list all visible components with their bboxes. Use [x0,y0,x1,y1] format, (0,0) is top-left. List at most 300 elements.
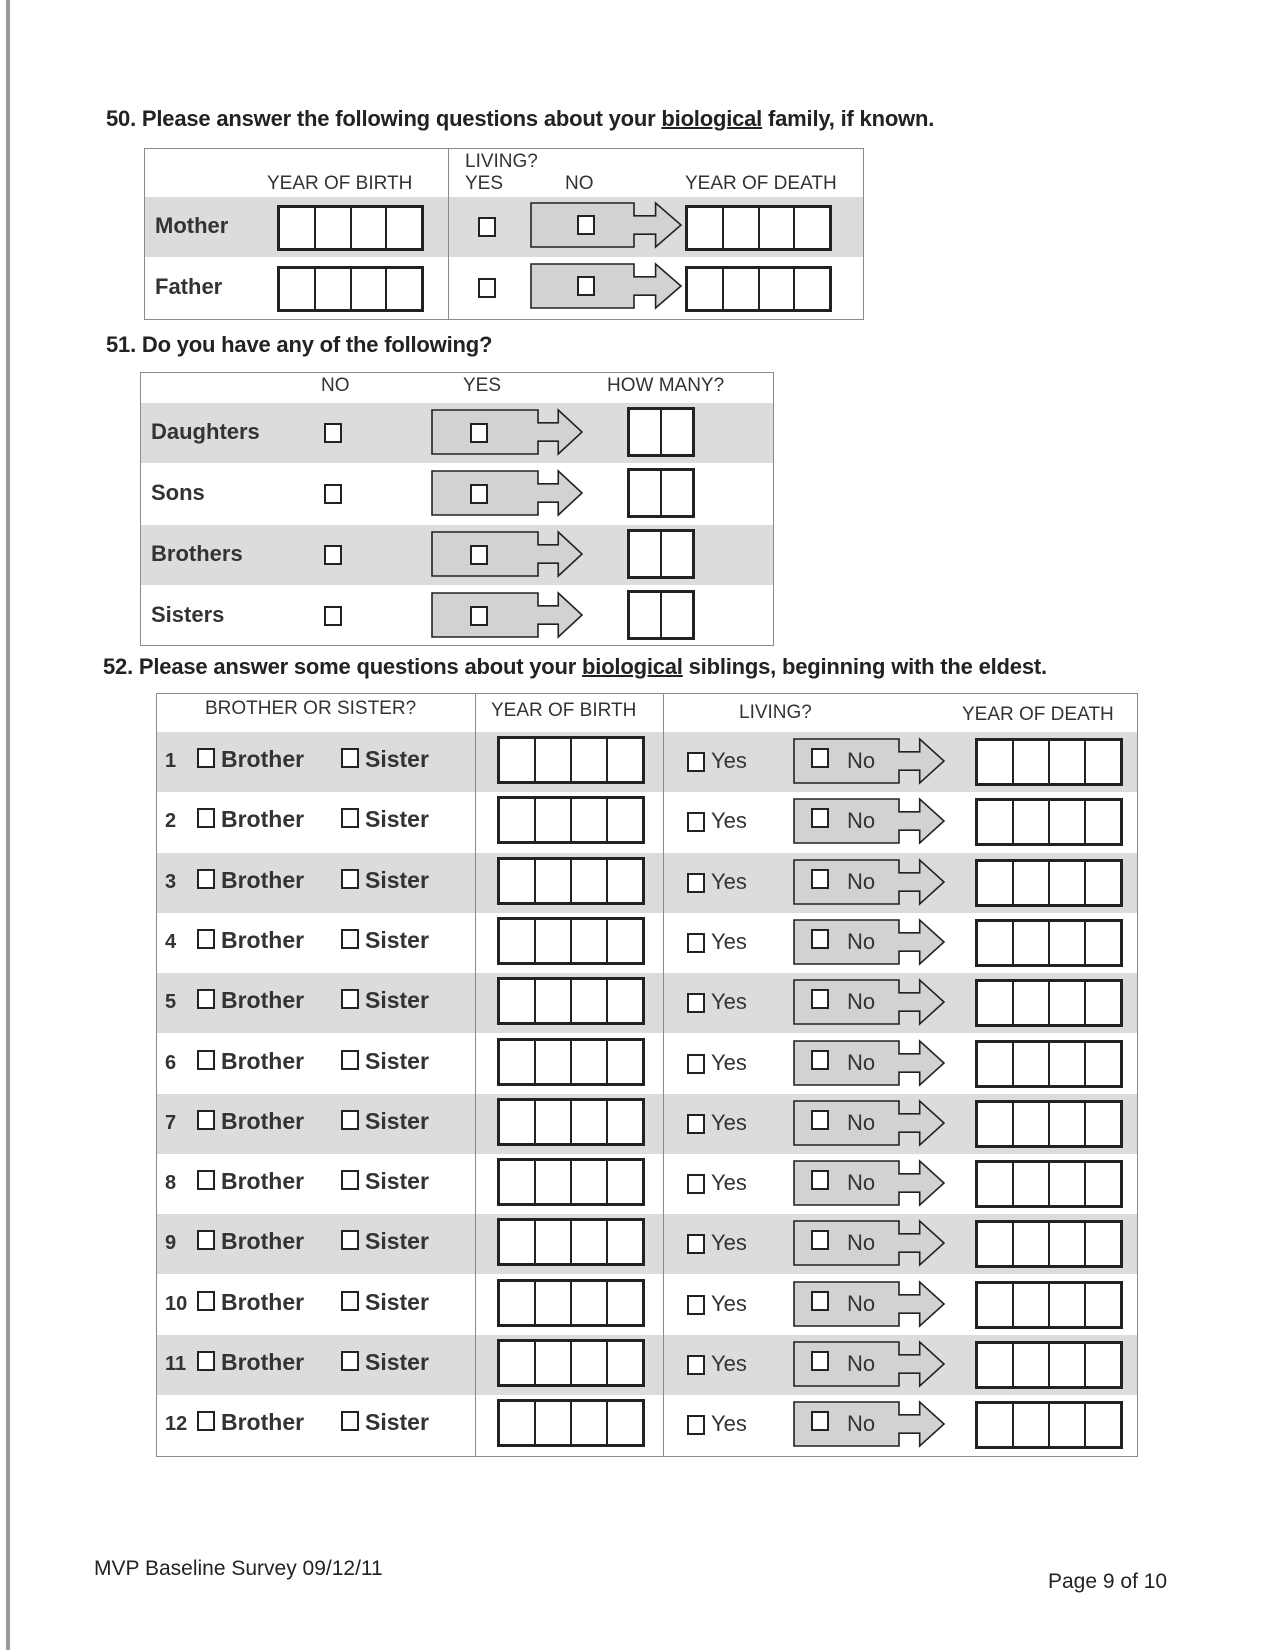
no-label: No [847,1411,876,1437]
brother-checkbox[interactable] [197,1110,215,1130]
living-no-checkbox[interactable] [811,1050,829,1070]
digit-cell[interactable] [978,1344,1014,1386]
parent-row [145,197,863,257]
question-text: Do you have any of the following? [141,332,493,357]
digit-cell[interactable] [1050,1223,1086,1265]
brother-label: Brother [221,1288,305,1315]
year-of-birth-field[interactable] [497,917,645,965]
header-year-of-birth: YEAR OF BIRTH [491,700,637,721]
sister-label: Sister [365,1228,429,1255]
digit-cell[interactable] [724,208,760,248]
sister-checkbox[interactable] [341,929,359,949]
header-living: LIVING? [739,702,812,723]
digit-cell[interactable] [1086,982,1120,1024]
digit-cell[interactable] [662,410,692,454]
brother-checkbox[interactable] [197,1291,215,1311]
digit-cell[interactable] [280,208,316,248]
sister-label: Sister [365,1288,429,1315]
sister-checkbox[interactable] [341,1050,359,1070]
digit-cell[interactable] [387,269,421,309]
living-yes-checkbox[interactable] [687,812,705,832]
digit-cell[interactable] [536,1282,572,1324]
digit-cell[interactable] [536,860,572,902]
living-yes-checkbox[interactable] [478,217,496,237]
digit-cell[interactable] [978,922,1014,964]
living-no-checkbox[interactable] [811,1170,829,1190]
digit-cell[interactable] [1014,862,1050,904]
sibling-number: 1 [165,750,177,772]
digit-cell[interactable] [500,1282,536,1324]
question-number: 51. [106,332,136,357]
digit-cell[interactable] [1086,1103,1120,1145]
digit-cell[interactable] [608,860,642,902]
digit-cell[interactable] [1014,1163,1050,1205]
digit-cell[interactable] [1050,741,1086,783]
sister-label: Sister [365,806,429,833]
digit-cell[interactable] [1050,1043,1086,1085]
how-many-field[interactable] [627,468,695,518]
sister-checkbox[interactable] [341,808,359,828]
digit-cell[interactable] [280,269,316,309]
parents-table [144,148,864,320]
digit-cell[interactable] [608,1221,642,1263]
underlined-word: biological [582,654,683,679]
digit-cell[interactable] [978,801,1014,843]
year-of-death-field[interactable] [975,798,1123,846]
digit-cell[interactable] [724,269,760,309]
digit-cell[interactable] [978,1103,1014,1145]
digit-cell[interactable] [608,1282,642,1324]
digit-cell[interactable] [795,269,829,309]
digit-cell[interactable] [608,1041,642,1083]
digit-cell[interactable] [978,982,1014,1024]
year-of-death-field[interactable] [975,979,1123,1027]
brother-label: Brother [221,746,305,772]
family-count-row [141,586,773,646]
living-yes-checkbox[interactable] [687,1355,705,1375]
no-label: No [847,748,876,773]
digit-cell[interactable] [500,1402,536,1444]
brother-checkbox[interactable] [197,1170,215,1190]
yes-checkbox[interactable] [470,545,488,565]
no-label: No [847,808,876,834]
year-of-birth-field[interactable] [497,736,645,784]
living-no-checkbox[interactable] [577,215,595,235]
year-of-death-field[interactable] [685,205,832,251]
digit-cell[interactable] [1014,1344,1050,1386]
digit-cell[interactable] [572,920,608,962]
header-no: NO [321,375,350,396]
sister-label: Sister [365,1168,429,1195]
digit-cell[interactable] [1014,801,1050,843]
living-no-checkbox[interactable] [811,929,829,949]
digit-cell[interactable] [978,862,1014,904]
digit-cell[interactable] [1050,862,1086,904]
sibling-row [157,973,1137,1033]
digit-cell[interactable] [1086,1404,1120,1446]
sister-checkbox[interactable] [341,1351,359,1371]
digit-cell[interactable] [500,980,536,1022]
digit-cell[interactable] [608,1342,642,1384]
digit-cell[interactable] [536,920,572,962]
year-of-death-field[interactable] [975,1401,1123,1449]
brother-checkbox[interactable] [197,808,215,828]
digit-cell[interactable] [608,1161,642,1203]
year-of-death-field[interactable] [975,1341,1123,1389]
header-no: NO [565,173,594,194]
living-yes-checkbox[interactable] [687,1114,705,1134]
row-label: Father [155,274,223,299]
question-text: Please answer the following questions about your [141,106,662,131]
digit-cell[interactable] [608,739,642,781]
living-no-checkbox[interactable] [811,869,829,889]
column-divider [475,694,476,1456]
digit-cell[interactable] [795,208,829,248]
digit-cell[interactable] [608,1101,642,1143]
digit-cell[interactable] [1050,982,1086,1024]
sibling-number: 5 [165,991,177,1014]
year-of-death-field[interactable] [975,1220,1123,1268]
no-checkbox[interactable] [324,484,342,504]
year-of-birth-field[interactable] [497,1158,645,1206]
sister-checkbox[interactable] [341,1411,359,1431]
header-living: LIVING? [465,151,538,172]
digit-cell[interactable] [572,1342,608,1384]
brother-label: Brother [221,1107,305,1134]
year-of-birth-field[interactable] [497,1218,645,1266]
year-of-death-field[interactable] [975,1100,1123,1148]
how-many-field[interactable] [627,529,695,579]
living-no-checkbox[interactable] [811,1291,829,1311]
yes-label: Yes [711,1049,747,1075]
year-of-death-field[interactable] [975,1281,1123,1329]
header-year-of-birth: YEAR OF BIRTH [267,173,413,194]
digit-cell[interactable] [1086,801,1120,843]
siblings-table [156,693,1138,1457]
no-checkbox[interactable] [324,606,342,626]
digit-cell[interactable] [536,739,572,781]
digit-cell[interactable] [662,593,692,637]
digit-cell[interactable] [608,920,642,962]
no-checkbox[interactable] [324,545,342,565]
digit-cell[interactable] [316,269,352,309]
yes-arrow [431,409,583,455]
digit-cell[interactable] [1086,1344,1120,1386]
digit-cell[interactable] [630,410,662,454]
sister-checkbox[interactable] [341,748,359,768]
year-of-birth-field[interactable] [497,1339,645,1387]
living-no-checkbox[interactable] [811,1351,829,1371]
yes-checkbox[interactable] [470,423,488,443]
digit-cell[interactable] [572,1161,608,1203]
digit-cell[interactable] [572,1402,608,1444]
digit-cell[interactable] [1050,1163,1086,1205]
digit-cell[interactable] [1014,741,1050,783]
brother-checkbox[interactable] [197,1411,215,1431]
living-no-checkbox[interactable] [811,808,829,828]
living-no-arrow [530,202,682,248]
brother-checkbox[interactable] [197,929,215,949]
year-of-birth-field[interactable] [277,205,424,251]
digit-cell[interactable] [500,1342,536,1384]
sister-checkbox[interactable] [341,1170,359,1190]
digit-cell[interactable] [978,1404,1014,1446]
digit-cell[interactable] [536,1221,572,1263]
digit-cell[interactable] [978,741,1014,783]
digit-cell[interactable] [1014,1043,1050,1085]
year-of-death-field[interactable] [685,266,832,312]
no-label: No [847,1170,876,1196]
digit-cell[interactable] [662,471,692,515]
living-yes-checkbox[interactable] [687,1295,705,1315]
sibling-number: 8 [165,1172,177,1195]
question-number: 50. [106,106,136,131]
digit-cell[interactable] [630,593,662,637]
sibling-number: 11 [165,1353,187,1375]
brother-label: Brother [221,1168,305,1195]
living-yes-checkbox[interactable] [687,873,705,893]
digit-cell[interactable] [1050,1404,1086,1446]
brother-checkbox[interactable] [197,989,215,1009]
no-label: No [847,1351,876,1376]
brother-label: Brother [221,1349,305,1375]
sister-label: Sister [365,926,429,953]
sister-checkbox[interactable] [341,1230,359,1250]
brother-label: Brother [221,926,305,953]
sister-label: Sister [365,1047,429,1074]
digit-cell[interactable] [572,1041,608,1083]
digit-cell[interactable] [662,532,692,576]
column-divider [448,149,449,319]
digit-cell[interactable] [572,980,608,1022]
digit-cell[interactable] [500,739,536,781]
living-yes-checkbox[interactable] [478,278,496,298]
brother-label: Brother [221,987,305,1014]
digit-cell[interactable] [572,1282,608,1324]
year-of-death-field[interactable] [975,1160,1123,1208]
header-year-of-death: YEAR OF DEATH [962,704,1114,725]
yes-checkbox[interactable] [470,484,488,504]
sister-label: Sister [365,866,429,893]
row-label: Sons [151,480,205,505]
digit-cell[interactable] [536,1041,572,1083]
digit-cell[interactable] [1014,1404,1050,1446]
arrow-icon [431,592,583,638]
digit-cell[interactable] [1014,922,1050,964]
digit-cell[interactable] [608,799,642,841]
digit-cell[interactable] [500,1161,536,1203]
yes-label: Yes [711,1230,747,1256]
digit-cell[interactable] [500,920,536,962]
digit-cell[interactable] [536,980,572,1022]
digit-cell[interactable] [1086,741,1120,783]
digit-cell[interactable] [572,1101,608,1143]
brother-checkbox[interactable] [197,1050,215,1070]
sister-label: Sister [365,746,429,772]
sibling-number: 10 [165,1292,188,1315]
sister-label: Sister [365,1349,429,1375]
digit-cell[interactable] [1050,922,1086,964]
living-no-checkbox[interactable] [811,748,829,768]
year-of-death-field[interactable] [975,859,1123,907]
brother-label: Brother [221,1409,305,1436]
sister-label: Sister [365,1107,429,1134]
digit-cell[interactable] [500,1101,536,1143]
living-yes-checkbox[interactable] [687,1174,705,1194]
digit-cell[interactable] [352,208,388,248]
no-checkbox[interactable] [324,423,342,443]
digit-cell[interactable] [978,1284,1014,1326]
yes-label: Yes [711,748,747,773]
yes-label: Yes [711,1411,747,1437]
digit-cell[interactable] [1086,862,1120,904]
digit-cell[interactable] [630,471,662,515]
year-of-birth-field[interactable] [497,857,645,905]
question-number: 52. [103,654,133,679]
header-yes: YES [465,173,504,194]
digit-cell[interactable] [688,208,724,248]
digit-cell[interactable] [536,1342,572,1384]
year-of-birth-field[interactable] [277,266,424,312]
digit-cell[interactable] [608,980,642,1022]
yes-label: Yes [711,1170,747,1196]
year-of-death-field[interactable] [975,919,1123,967]
living-no-checkbox[interactable] [811,1110,829,1130]
row-label: Brothers [151,541,243,566]
living-no-checkbox[interactable] [811,1411,829,1431]
no-label: No [847,1230,876,1256]
no-label: No [847,989,876,1015]
sister-checkbox[interactable] [341,1291,359,1311]
yes-arrow [431,592,583,638]
digit-cell[interactable] [536,1402,572,1444]
living-yes-checkbox[interactable] [687,1234,705,1254]
digit-cell[interactable] [688,269,724,309]
digit-cell[interactable] [1086,1284,1120,1326]
digit-cell[interactable] [978,1223,1014,1265]
sibling-row [157,1034,1137,1094]
sibling-row [157,1275,1137,1335]
digit-cell[interactable] [630,532,662,576]
living-no-checkbox[interactable] [811,989,829,1009]
yes-label: Yes [711,928,747,954]
year-of-birth-field[interactable] [497,796,645,844]
digit-cell[interactable] [352,269,388,309]
digit-cell[interactable] [500,1221,536,1263]
sibling-row [157,1335,1137,1395]
header-how-many: HOW MANY? [607,375,725,396]
sibling-row [157,792,1137,852]
digit-cell[interactable] [500,1041,536,1083]
living-no-arrow [530,263,682,309]
digit-cell[interactable] [572,739,608,781]
digit-cell[interactable] [536,799,572,841]
digit-cell[interactable] [316,208,352,248]
brother-checkbox[interactable] [197,748,215,768]
living-yes-checkbox[interactable] [687,1054,705,1074]
question-text-end: family, if known. [762,106,935,131]
living-yes-checkbox[interactable] [687,933,705,953]
year-of-birth-field[interactable] [497,1279,645,1327]
yes-arrow [431,531,583,577]
digit-cell[interactable] [500,860,536,902]
digit-cell[interactable] [572,1221,608,1263]
sibling-number: 9 [165,1232,177,1255]
digit-cell[interactable] [387,208,421,248]
digit-cell[interactable] [1014,1103,1050,1145]
question-51-title [106,332,492,358]
digit-cell[interactable] [1014,982,1050,1024]
digit-cell[interactable] [572,860,608,902]
brother-checkbox[interactable] [197,869,215,889]
yes-label: Yes [711,868,747,894]
sister-checkbox[interactable] [341,1110,359,1130]
digit-cell[interactable] [1086,1223,1120,1265]
how-many-field[interactable] [627,590,695,640]
family-count-row [141,464,773,524]
digit-cell[interactable] [1086,922,1120,964]
year-of-death-field[interactable] [975,1040,1123,1088]
question-text-end: siblings, beginning with the eldest. [682,654,1047,679]
digit-cell[interactable] [500,799,536,841]
sibling-number: 3 [165,870,177,893]
year-of-birth-field[interactable] [497,1399,645,1447]
digit-cell[interactable] [1086,1043,1120,1085]
digit-cell[interactable] [572,799,608,841]
yes-label: Yes [711,1109,747,1135]
digit-cell[interactable] [1050,1344,1086,1386]
digit-cell[interactable] [760,208,796,248]
sibling-row [157,732,1137,792]
year-of-birth-field[interactable] [497,1098,645,1146]
digit-cell[interactable] [1050,1103,1086,1145]
yes-checkbox[interactable] [470,606,488,626]
digit-cell[interactable] [1086,1163,1120,1205]
no-label: No [847,928,876,954]
digit-cell[interactable] [1050,801,1086,843]
digit-cell[interactable] [1014,1284,1050,1326]
digit-cell[interactable] [536,1161,572,1203]
digit-cell[interactable] [978,1163,1014,1205]
year-of-death-field[interactable] [975,738,1123,786]
living-yes-checkbox[interactable] [687,993,705,1013]
scan-edge [6,0,10,1650]
digit-cell[interactable] [1014,1223,1050,1265]
year-of-birth-field[interactable] [497,1038,645,1086]
brother-checkbox[interactable] [197,1230,215,1250]
brother-checkbox[interactable] [197,1351,215,1371]
year-of-birth-field[interactable] [497,977,645,1025]
living-yes-checkbox[interactable] [687,752,705,772]
how-many-field[interactable] [627,407,695,457]
sibling-row [157,1094,1137,1154]
living-yes-checkbox[interactable] [687,1415,705,1435]
digit-cell[interactable] [608,1402,642,1444]
sibling-number: 2 [165,810,177,833]
digit-cell[interactable] [760,269,796,309]
brother-label: Brother [221,866,305,893]
no-label: No [847,868,876,894]
digit-cell[interactable] [536,1101,572,1143]
sibling-row [157,1395,1137,1455]
digit-cell[interactable] [978,1043,1014,1085]
sister-checkbox[interactable] [341,989,359,1009]
living-no-checkbox[interactable] [577,276,595,296]
living-no-checkbox[interactable] [811,1230,829,1250]
digit-cell[interactable] [1050,1284,1086,1326]
sister-checkbox[interactable] [341,869,359,889]
row-label: Daughters [151,419,260,444]
